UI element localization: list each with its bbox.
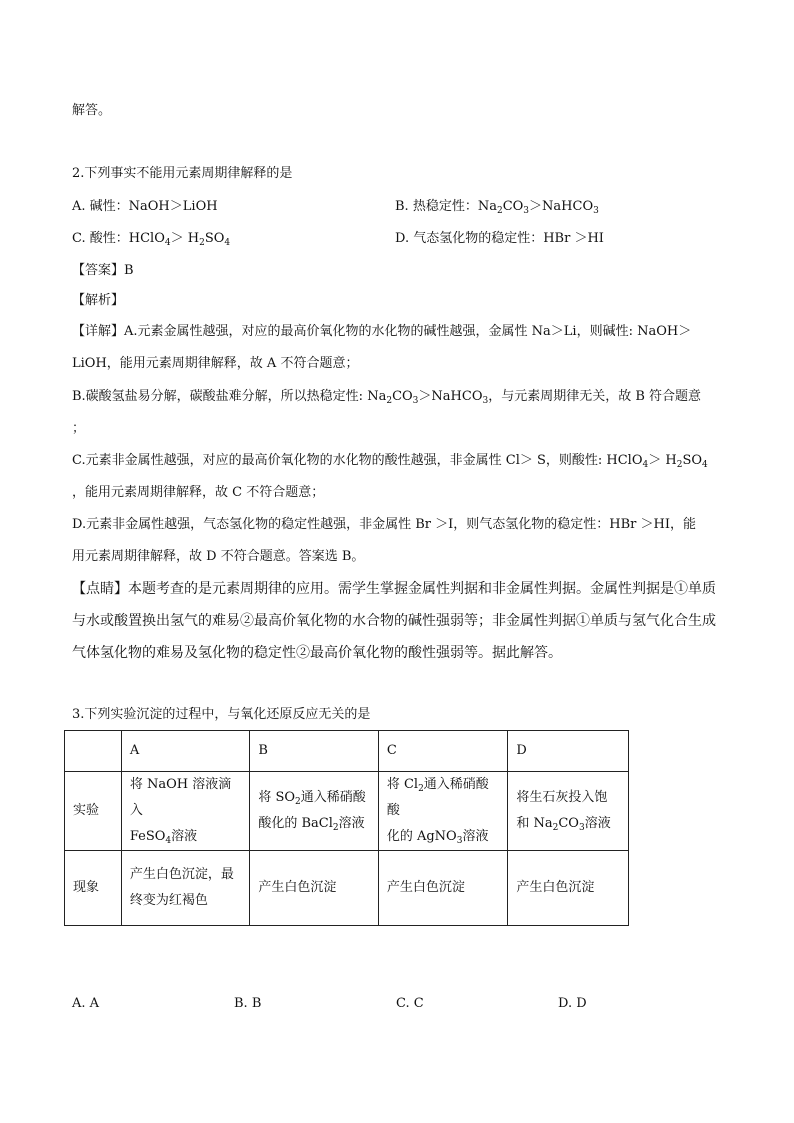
table-row-phenomenon bbox=[65, 851, 629, 926]
detail-line-2: LiOH，能用元素周期律解释，故 A 不符合题意； bbox=[72, 356, 359, 371]
comment-line-1: 【点睛】本题考查的是元素周期律的应用。需学生掌握金属性判据和非金属性判据。金属性判据是①单质 bbox=[72, 581, 716, 597]
experiment-table bbox=[64, 730, 629, 926]
q3-option-b: B. B bbox=[234, 996, 262, 1011]
q3-option-d: D. D bbox=[558, 996, 587, 1011]
option-d: D. 气态氢化物的稳定性：HBr ＞HI bbox=[395, 231, 604, 246]
question-3-stem: 3.下列实验沉淀的过程中，与氧化还原反应无关的是 bbox=[72, 707, 371, 722]
option-a: A. 碱性：NaOH＞LiOH bbox=[72, 199, 218, 214]
detail-line-5: C.元素非金属性越强，对应的最高价氧化物的水化物的酸性越强，非金属性 Cl＞ S，则酸性: HClO$_4$＞ $H_2SO_4$ bbox=[72, 453, 708, 470]
option-b: B. 热稳定性：$Na_2CO_3>NaHCO_3$ bbox=[395, 199, 599, 216]
detail-line-8: 用元素周期律解释，故 D 不符合题意。答案选 B。 bbox=[72, 549, 365, 564]
table-header-row bbox=[65, 731, 629, 772]
row-label-phenomenon: 现象 bbox=[65, 851, 122, 926]
cell-phenomenon-d: 产生白色沉淀 bbox=[508, 851, 629, 926]
q3-option-c: C. C bbox=[396, 996, 424, 1011]
cell-experiment-c: 将 $Cl_2$通入稀硝酸酸 化的 AgNO$_3$溶液 bbox=[378, 772, 508, 851]
header-cell-c: C bbox=[378, 731, 508, 772]
continuation-text: 解答。 bbox=[72, 103, 112, 118]
cell-phenomenon-c: 产生白色沉淀 bbox=[378, 851, 508, 926]
detail-line-6: ，能用元素周期律解释，故 C 不符合题意； bbox=[72, 485, 325, 500]
header-cell-b: B bbox=[250, 731, 378, 772]
detail-line-3: B.碳酸氢盐易分解，碳酸盐难分解，所以热稳定性: $Na_2CO_3>NaHCO_3$，与元素周期律无关，故 B 符合题意 bbox=[72, 389, 702, 406]
header-cell-a: A bbox=[121, 731, 250, 772]
row-label-experiment: 实验 bbox=[65, 772, 122, 851]
cell-experiment-a: 将 NaOH 溶液滴入 FeSO$_4$溶液 bbox=[121, 772, 250, 851]
comment-line-3: 气体氢化物的难易及氢化物的稳定性②最高价氧化物的酸性强弱等。据此解答。 bbox=[72, 645, 562, 661]
table-row-experiment bbox=[65, 772, 629, 851]
cell-phenomenon-b: 产生白色沉淀 bbox=[250, 851, 378, 926]
detail-line-7: D.元素非金属性越强，气态氢化物的稳定性越强，非金属性 Br ＞I，则气态氢化物的稳定性：HBr ＞HI，能 bbox=[72, 517, 696, 532]
question-2-stem: 2.下列事实不能用元素周期律解释的是 bbox=[72, 166, 293, 181]
answer-line: 【答案】B bbox=[72, 263, 134, 278]
cell-phenomenon-a: 产生白色沉淀，最 终变为红褐色 bbox=[121, 851, 250, 926]
option-c: C. 酸性：HClO$_4$＞ $H_2SO_4$ bbox=[72, 231, 231, 248]
detail-line-4: ； bbox=[72, 421, 86, 436]
header-cell-d: D bbox=[508, 731, 629, 772]
header-cell-empty bbox=[65, 731, 122, 772]
analysis-label: 【解析】 bbox=[72, 293, 125, 308]
detail-line-1: 【详解】A.元素金属性越强，对应的最高价氧化物的水化物的碱性越强，金属性 Na＞Li，则碱性: NaOH＞ bbox=[72, 324, 692, 339]
q3-option-a: A. A bbox=[72, 996, 100, 1011]
cell-experiment-d: 将生石灰投入饱 和 $Na_2CO_3$溶液 bbox=[508, 772, 629, 851]
cell-experiment-b: 将 $SO_2$通入稀硝酸 酸化的 BaCl$_2$溶液 bbox=[250, 772, 378, 851]
comment-line-2: 与水或酸置换出氢气的难易②最高价氧化物的水合物的碱性强弱等；非金属性判据①单质与氢气化合生成 bbox=[72, 613, 716, 629]
